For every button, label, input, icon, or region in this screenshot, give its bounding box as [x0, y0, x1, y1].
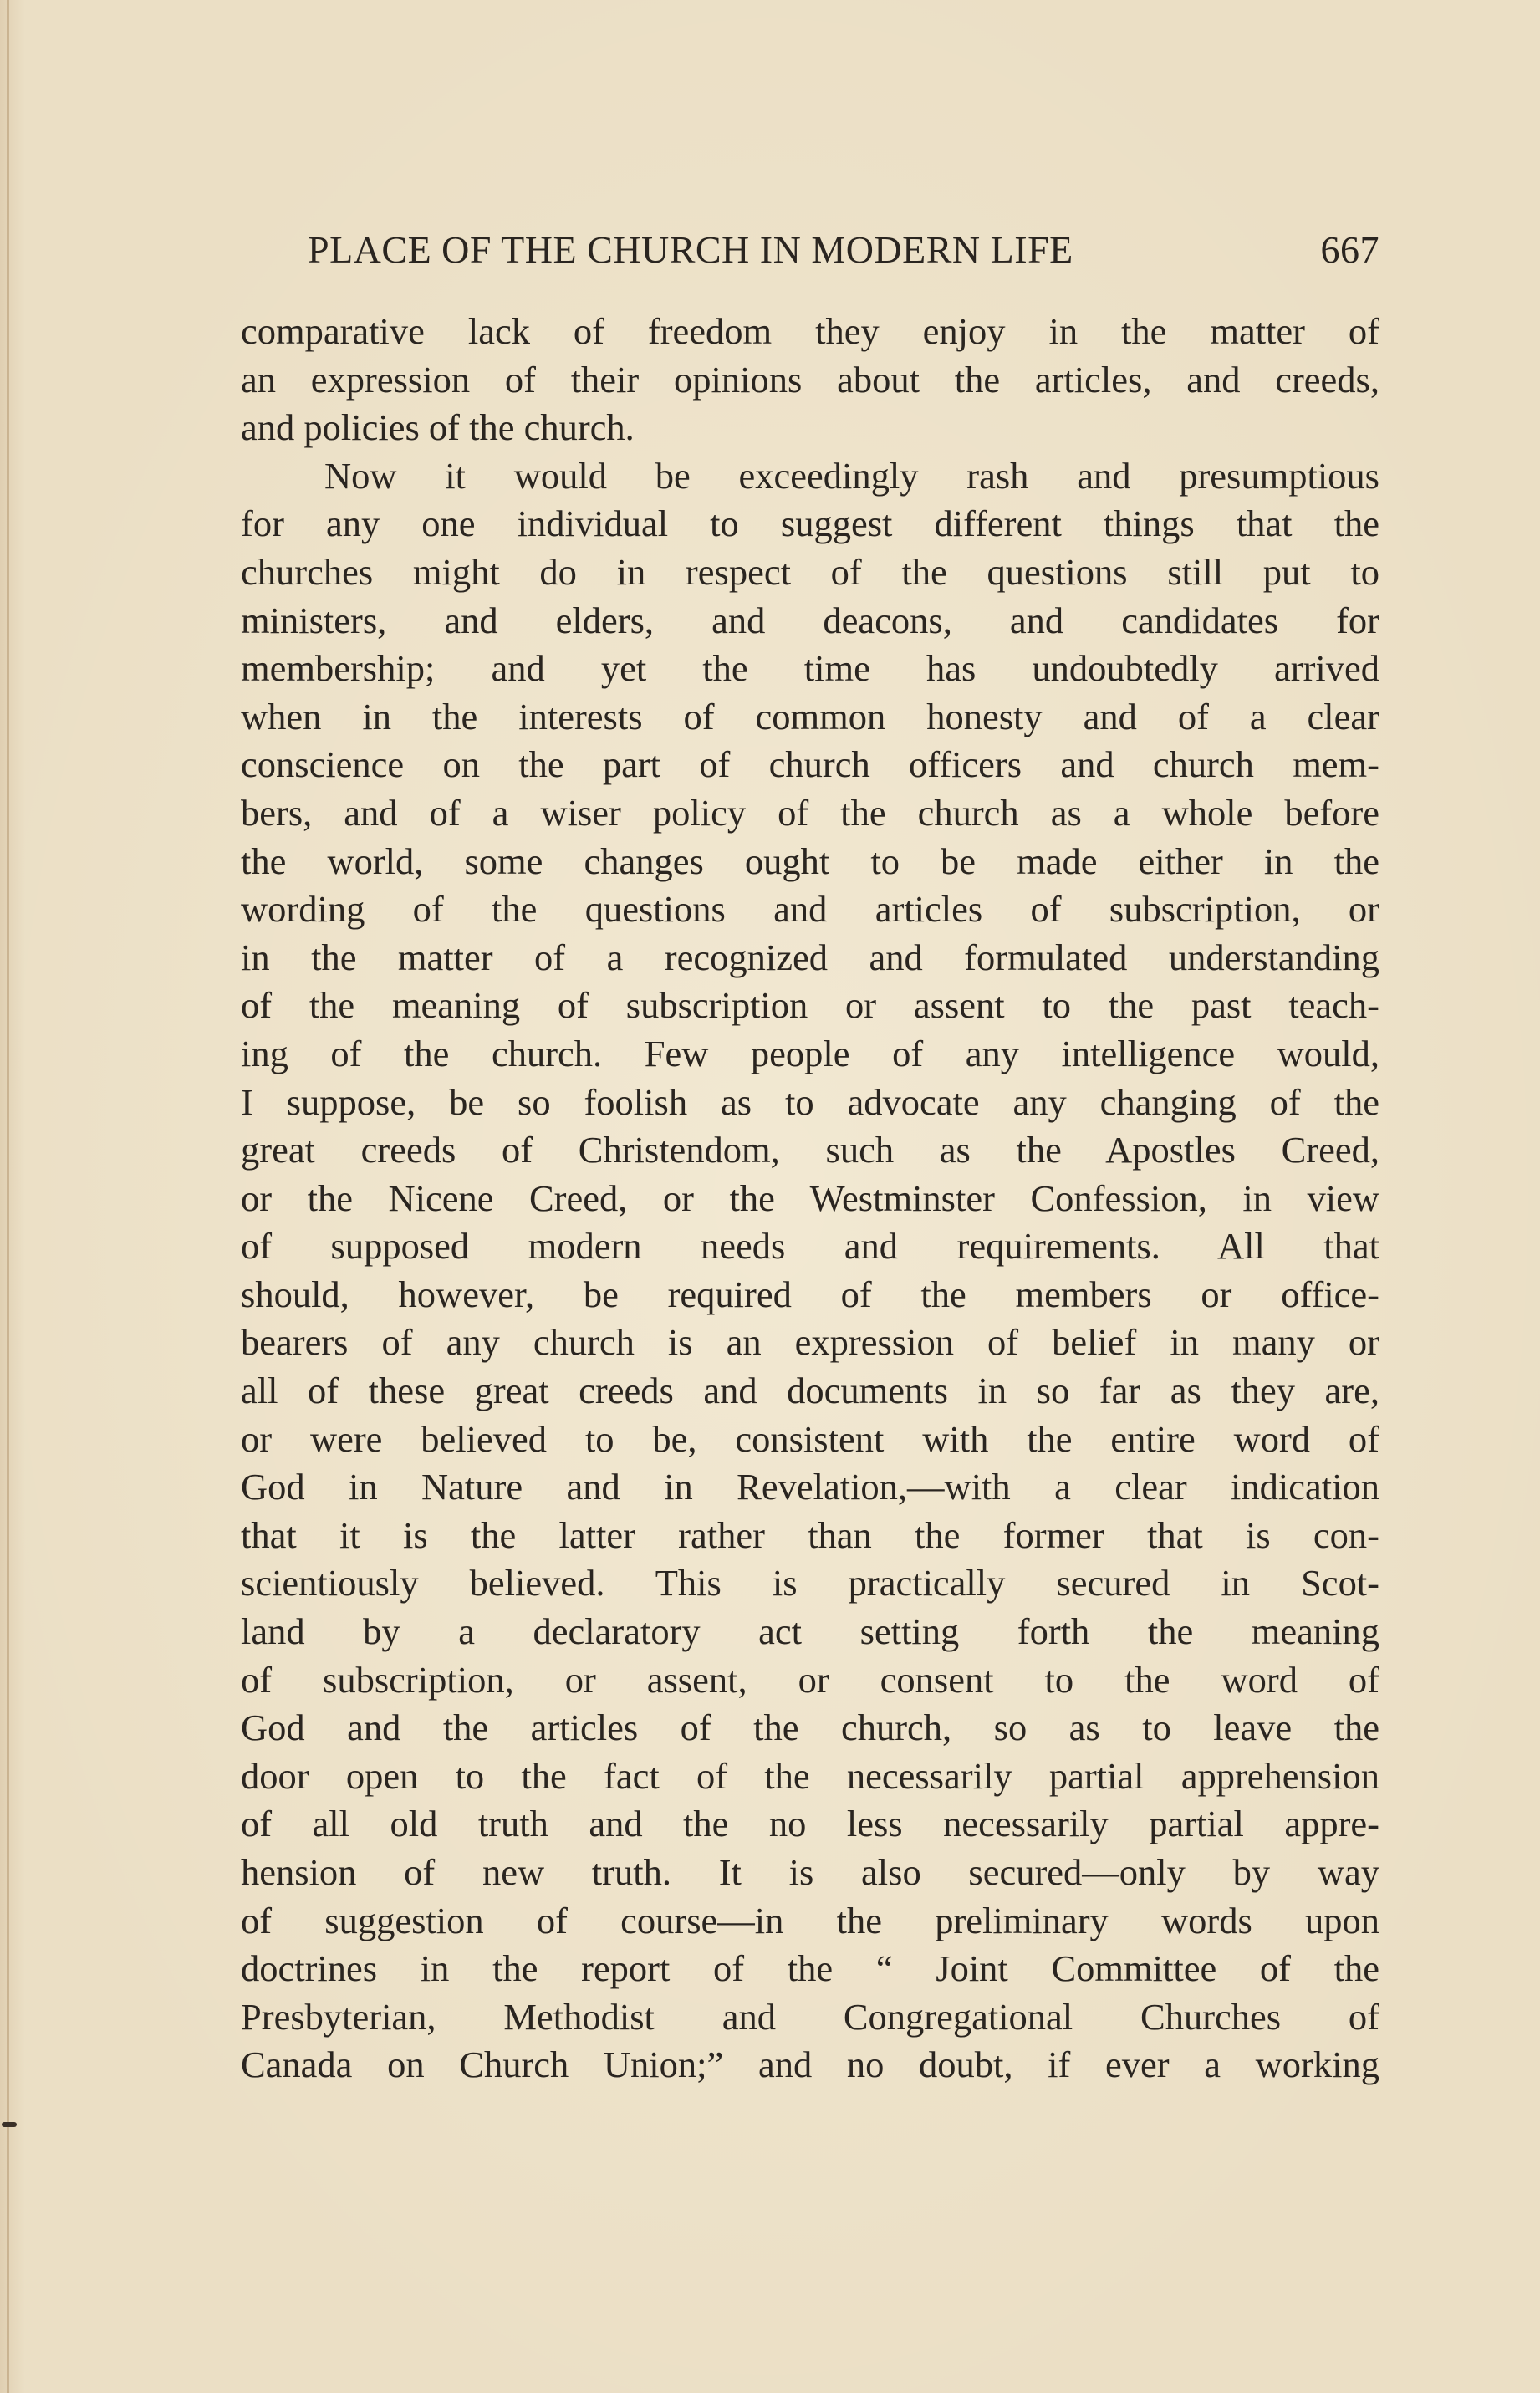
text-line: or the Nicene Creed, or the Westminster Confession, in view	[241, 1176, 1379, 1219]
text-line: of the meaning of subscription or assent to the past teach-	[241, 984, 1379, 1027]
text-line: in the matter of a recognized and formulated understanding	[241, 936, 1379, 978]
text-line: or were believed to be, consistent with the entire word of	[241, 1417, 1379, 1460]
text-line: ing of the church. Few people of any intelligence would,	[241, 1032, 1379, 1074]
text-line: Presbyterian, Methodist and Congregational Churches of	[241, 1995, 1379, 2038]
page-header	[241, 227, 1379, 281]
text-line: the world, some changes ought to be made either in the	[241, 839, 1379, 882]
page-number: 667	[1320, 228, 1379, 271]
text-line: that it is the latter rather than the former that is con-	[241, 1513, 1379, 1556]
text-line: scientiously believed. This is practically secured in Scot-	[241, 1562, 1379, 1605]
text-line: churches might do in respect of the questions still put to	[241, 550, 1379, 593]
text-line: bers, and of a wiser policy of the church as a whole before	[241, 791, 1379, 834]
text-line: for any one individual to suggest different things that the	[241, 503, 1379, 545]
text-line: ministers, and elders, and deacons, and candidates for	[241, 599, 1379, 641]
text-line: Now it would be exceedingly rash and presumptious	[324, 454, 1379, 497]
text-line: doctrines in the report of the “ Joint Committee of the	[241, 1947, 1379, 1990]
text-line: God in Nature and in Revelation,—with a clear indication	[241, 1466, 1379, 1508]
margin-mark	[2, 2122, 17, 2127]
text-line: comparative lack of freedom they enjoy in the matter of	[241, 310, 1379, 352]
text-line: and policies of the church.	[241, 406, 635, 449]
text-line: membership; and yet the time has undoubtedly arrived	[241, 647, 1379, 690]
text-line: should, however, be required of the members or office-	[241, 1273, 1379, 1315]
text-line: door open to the fact of the necessarily partial apprehension	[241, 1754, 1379, 1797]
text-line: of supposed modern needs and requirements. All that	[241, 1225, 1379, 1268]
text-line: Canada on Church Union;” and no doubt, if ever a working	[241, 2043, 1379, 2086]
text-line: I suppose, be so foolish as to advocate any changing of the	[241, 1080, 1379, 1123]
text-line: all of these great creeds and documents in so far as they are,	[241, 1370, 1379, 1412]
text-line: of subscription, or assent, or consent to the word of	[241, 1658, 1379, 1701]
text-line: God and the articles of the church, so as to leave the	[241, 1707, 1379, 1749]
text-line: land by a declaratory act setting forth the meaning	[241, 1610, 1379, 1653]
text-line: of suggestion of course—in the preliminary words upon	[241, 1899, 1379, 1941]
text-line: hension of new truth. It is also secured—only by way	[241, 1851, 1379, 1893]
text-line: conscience on the part of church officers and church mem-	[241, 743, 1379, 786]
body-text	[241, 308, 1379, 2089]
running-head: PLACE OF THE CHURCH IN MODERN LIFE	[308, 228, 1073, 271]
text-line: when in the interests of common honesty and of a clear	[241, 695, 1379, 737]
text-line: bearers of any church is an expression of belief in many or	[241, 1321, 1379, 1364]
text-line: of all old truth and the no less necessarily partial appre-	[241, 1803, 1379, 1845]
text-line: an expression of their opinions about the articles, and creeds,	[241, 358, 1379, 401]
text-line: great creeds of Christendom, such as the Apostles Creed,	[241, 1129, 1379, 1171]
text-line: wording of the questions and articles of subscription, or	[241, 888, 1379, 931]
page-gutter-edge	[7, 0, 9, 2393]
